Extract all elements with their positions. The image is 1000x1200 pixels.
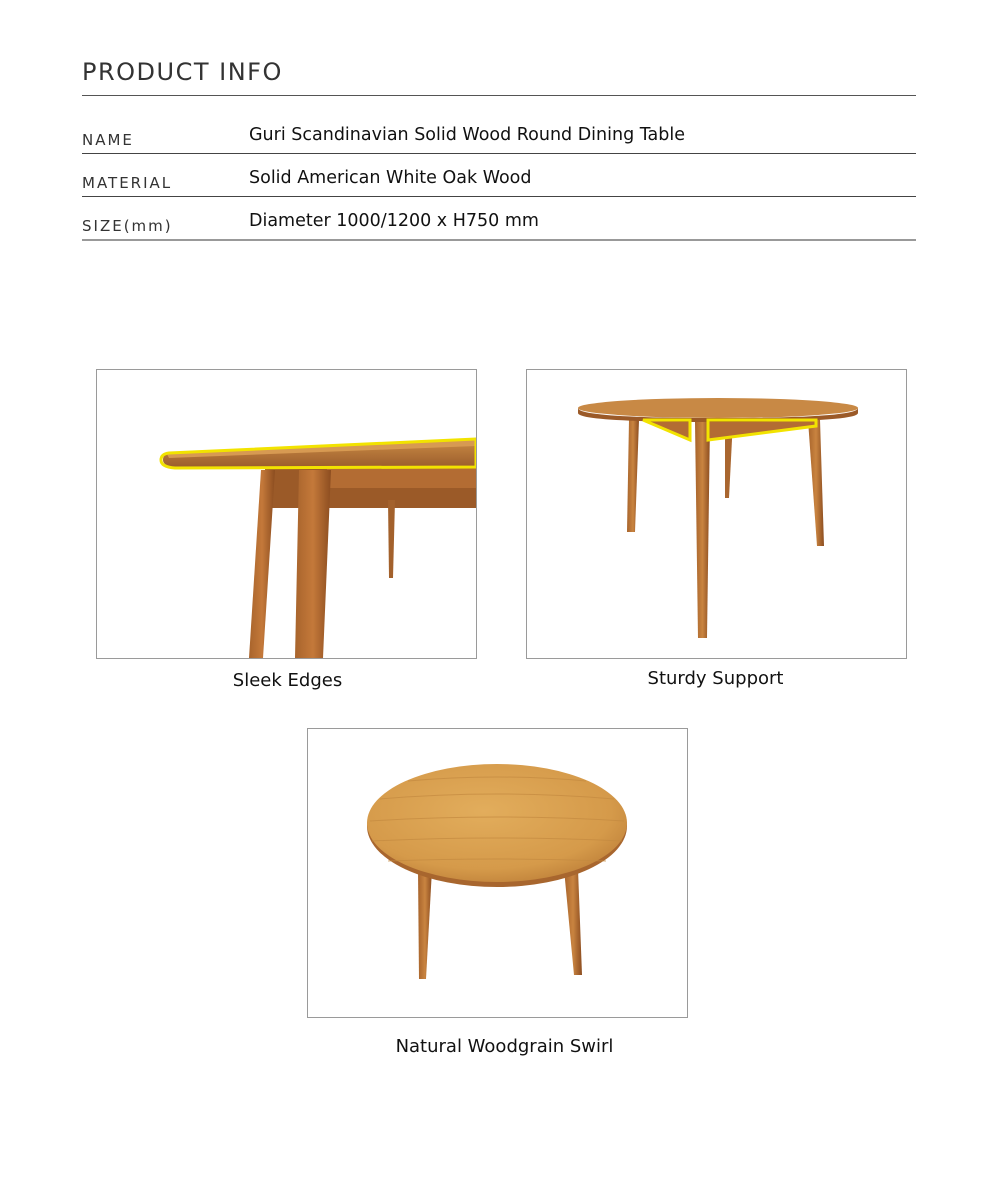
spec-row-size	[82, 196, 916, 239]
section-title: PRODUCT INFO	[82, 58, 283, 86]
spec-row-name	[82, 110, 916, 153]
spec-value: Solid American White Oak Wood	[249, 168, 532, 188]
spec-label: NAME	[82, 131, 134, 149]
spec-value: Guri Scandinavian Solid Wood Round Dining Table	[249, 125, 686, 145]
spec-value: Diameter 1000/1200 x H750 mm	[249, 211, 539, 231]
round-table-top-image	[307, 728, 688, 1018]
title-divider	[82, 95, 916, 96]
row-divider	[82, 239, 916, 241]
photo-caption: Natural Woodgrain Swirl	[395, 1036, 614, 1057]
photo-caption: Sturdy Support	[647, 668, 784, 689]
table-edge-closeup-image	[96, 369, 477, 659]
spec-label: SIZE(mm)	[82, 217, 173, 235]
spec-row-material	[82, 153, 916, 196]
photo-caption: Sleek Edges	[232, 670, 343, 691]
spec-label: MATERIAL	[82, 174, 173, 192]
table-leg-support-image	[526, 369, 907, 659]
